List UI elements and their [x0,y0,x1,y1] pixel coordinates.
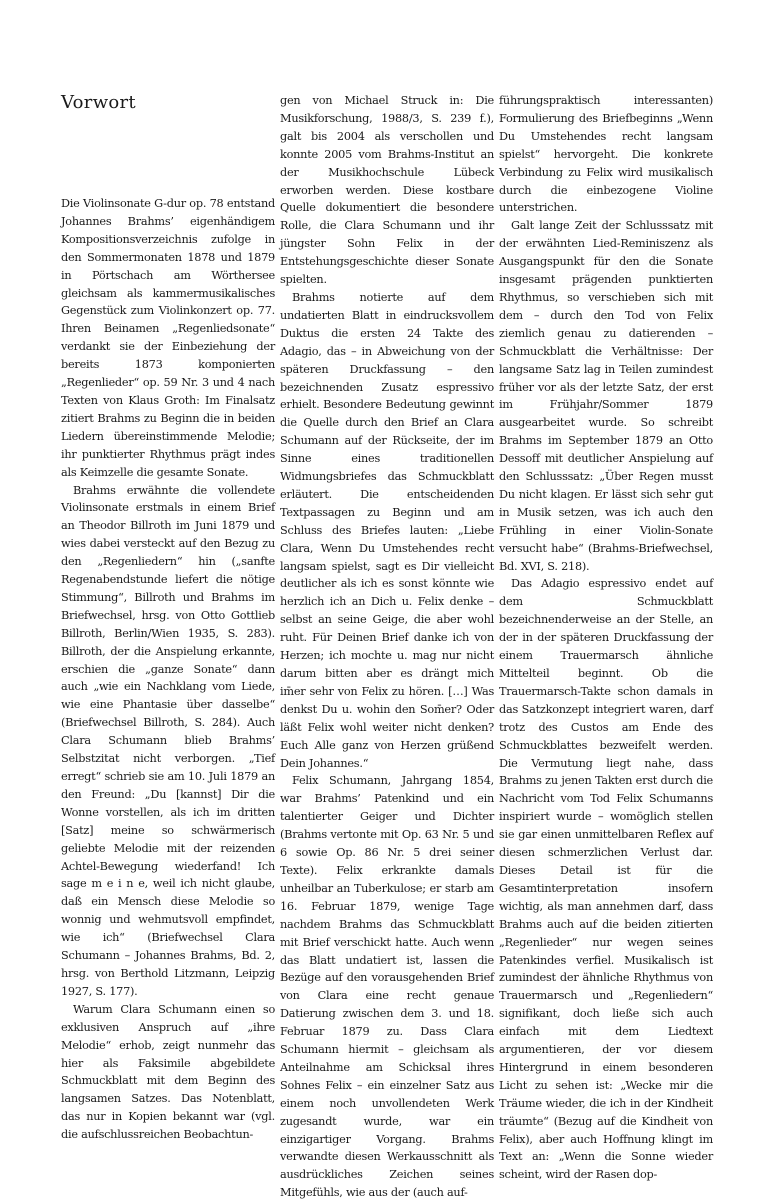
paragraph: Brahms notierte auf dem undatierten Blatt in eindrucksvollem Duktus die ersten 24 Takte des Adagio, das – in Abweichung von der späteren Druckfassung – den bezeichnenden Zusatz espressivo erhielt. Besondere Bedeutung gewinnt die Quelle durch den Brief an Clara Schumann auf der Rückseite, der im Sinne eines traditionellen Widmungsbriefes das Schmuckblatt erläutert. Die entscheidenden Textpassagen zu Beginn und am Schluss des Briefes lauten: „Liebe Clara, Wenn Du Umstehendes recht langsam spielst, sagt es Dir vielleicht deutlicher als ich es sonst könnte wie herzlich ich an Dich u. Felix denke – selbst an seine Geige, die aber wohl ruht. Für Deinen Brief danke ich von Herzen; ich mochte u. mag nur nicht darum bitten aber es drängt mich im̄er sehr von Felix zu hören. […] Was denkst Du u. wohin den Som̄er? Oder läßt Felix wohl weiter nicht denken? Euch Alle ganz von Herzen grüßend Dein Johannes.“ [280,290,494,770]
text-column-2 [280,92,494,1202]
paragraph: Warum Clara Schumann einen so exklusiven Anspruch auf „ihre Melodie“ erhob, zeigt nunmehr das hier als Faksimile abgebildete Schmuckblatt mit dem Beginn des langsamen Satzes. Das Notenblatt, das nur in Kopien bekannt war (vgl. die aufschlussreichen Beobachtun- [61,1002,275,1142]
text-column-1 [61,92,275,1144]
paragraph: Das Adagio espressivo endet auf dem Schmuckblatt bezeichnenderweise an der Stelle, an der in der späteren Druckfassung der einem Trauermarsch ähnliche Mittelteil beginnt. Ob die Trauermarsch-Takte schon damals in das Satzkonzept integriert waren, darf trotz des Custos am Ende des Schmuckblattes bezweifelt werden. Die Vermutung liegt nahe, dass Brahms zu jenen Takten erst durch die Nachricht vom Tod Felix Schumanns inspiriert wurde – womöglich stellen sie gar einen unmittelbaren Reflex auf diesen schmerzlichen Verlust dar. Dieses Detail ist für die Gesamtinterpretation insofern wichtig, als man annehmen darf, dass Brahms auch auf die beiden zitierten „Regenlieder“ nur wegen seines Patenkindes verfiel. Musikalisch ist zumindest der ähnliche Rhythmus von Trauermarsch und „Regenliedern“ signifikant, doch ließe sich auch einfach mit dem Liedtext argumentieren, der vor diesem Hintergrund in einem besonderen Licht zu sehen ist: „Wecke mir die Träume wieder, die ich in der Kindheit träumte“ (Bezug auf die Kindheit von Felix), aber auch Hoffnung klingt im Text an: „Wenn die Sonne wieder scheint, wird der Rasen dop- [499,577,713,1182]
paragraph: Brahms erwähnte die vollendete Violinsonate erstmals in einem Brief an Theodor Billroth im Juni 1879 und wies dabei versteckt auf den Bezug zu den „Regenliedern“ hin („sanfte Regenabendstunde liefert die nötige Stimmung“, Billroth und Brahms im Briefwechsel, hrsg. von Otto Gottlieb Billroth, Berlin/Wien 1935, S. 283). Billroth, der die Anspielung erkannte, erschien die „ganze Sonate“ dann auch „wie ein Nachklang vom Liede, wie eine Phantasie über dasselbe“ (Briefwechsel Billroth, S. 284). Auch Clara Schumann blieb Brahms’ Selbstzitat nicht verborgen. „Tief erregt“ schrieb sie am 10. Juli 1879 an den Freund: „Du [kannst] Dir die Wonne vorstellen, als ich im dritten [Satz] meine so schwärmerisch geliebte Melodie mit der reizenden Achtel-Bewegung wiederfand! Ich sage m e i n e, weil ich nicht glaube, daß ein Mensch diese Melodie so wonnig und wehmutsvoll empfindet, wie ich“ (Briefwechsel Clara Schumann – Johannes Brahms, Bd. 2, hrsg. von Berthold Litzmann, Leipzig 1927, S. 177). [61,483,275,998]
paragraph: Die Violinsonate G-dur op. 78 entstand Johannes Brahms’ eigenhändigem Kompositionsverzeichnis zufolge in den Sommermonaten 1878 und 1879 in Pörtschach am Wörthersee gleichsam als kammermusikalisches Gegenstück zum Violinkonzert op. 77. Ihren Beinamen „Regenliedsonate“ verdankt sie der Einbeziehung der bereits 1873 komponierten „Regenlieder“ op. 59 Nr. 3 und 4 nach Texten von Klaus Groth: Im Finalsatz zitiert Brahms zu Beginn die in beiden Liedern übereinstimmende Melodie; ihr punktierter Rhythmus prägt indes als Keimzelle die gesamte Sonate. [61,197,275,479]
page-title: Vorwort [61,92,136,113]
paragraph: Felix Schumann, Jahrgang 1854, war Brahms’ Patenkind und ein talentierter Geiger und Dichter (Brahms vertonte mit Op. 63 Nr. 5 und 6 sowie Op. 86 Nr. 5 drei seiner Texte). Felix erkrankte damals unheilbar an Tuberkulose; er starb am 16. Februar 1879, wenige Tage nachdem Brahms das Schmuckblatt mit Brief verschickt hatte. Auch wenn das Blatt undatiert ist, lassen die Bezüge auf den vorausgehenden Brief von Clara eine recht genaue Datierung zwischen dem 3. und 18. Februar 1879 zu. Dass Clara Schumann hiermit – gleichsam als Anteilnahme am Schicksal ihres Sohnes Felix – ein einzelner Satz aus einem noch unvollendeten Werk zugesandt wurde, war ein einzigartiger Vorgang. Brahms verwandte diesen Werkausschnitt als ausdrückliches Zeichen seines Mitgefühls, wie aus der (auch auf- [280,774,494,1200]
paragraph: gen von Michael Struck in: Die Musikforschung, 1988/3, S. 239 f.), galt bis 2004 als verschollen und konnte 2005 vom Brahms-Institut an der Musikhochschule Lübeck erworben werden. Diese kostbare Quelle dokumentiert die besondere Rolle, die Clara Schumann und ihr jüngster Sohn Felix in der Entstehungsgeschichte dieser Sonate spielten. [280,94,494,287]
paragraph: führungspraktisch interessanten) Formulierung des Briefbeginns „Wenn Du Umstehendes recht langsam spielst“ hervorgeht. Die konkrete Verbindung zu Felix wird musikalisch durch die einbezogene Violine unterstrichen. [499,94,713,215]
paragraph: Galt lange Zeit der Schlusssatz mit der erwähnten Lied-Reminiszenz als Ausgangspunkt für den die Sonate insgesamt prägenden punktierten Rhythmus, so verschieben sich mit dem – durch den Tod von Felix ziemlich genau zu datierenden – Schmuckblatt die Verhältnisse: Der langsame Satz lag in Teilen zumindest früher vor als der letzte Satz, der erst im Frühjahr/Sommer 1879 ausgearbeitet wurde. So schreibt Brahms im September 1879 an Otto Dessoff mit deutlicher Anspielung auf den Schlusssatz: „Über Regen musst Du nicht klagen. Er lässt sich sehr gut in Musik setzen, was ich auch den Frühling in einer Violin-Sonate versucht habe“ (Brahms-Briefwechsel, Bd. XVI, S. 218). [499,219,713,573]
text-column-3 [499,92,713,1184]
